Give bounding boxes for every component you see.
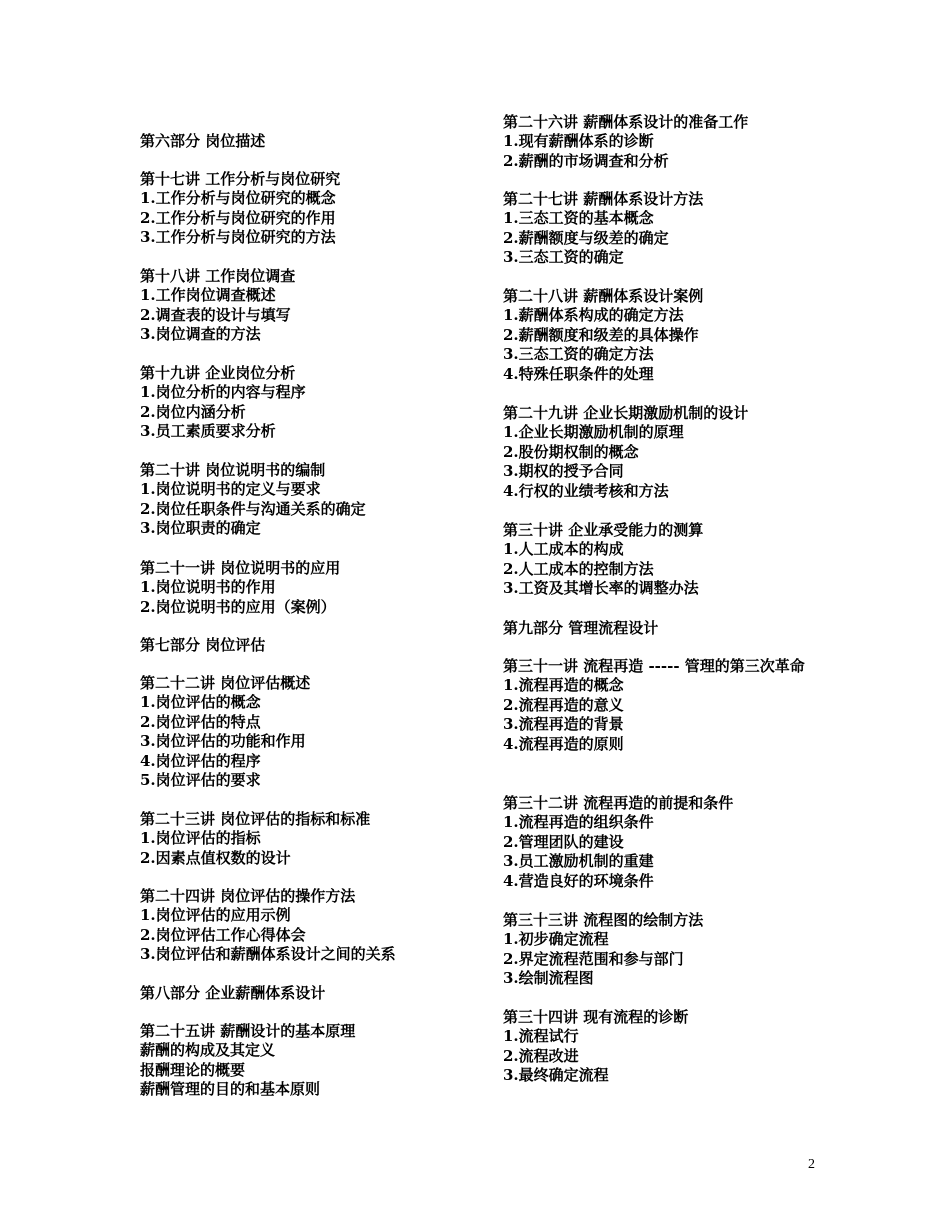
section-heading: 第二十二讲 岗位评估概述 <box>140 674 311 692</box>
list-item: 2.岗位说明书的应用（案例） <box>140 597 336 616</box>
section-heading: 第十八讲 工作岗位调查 <box>140 267 296 285</box>
section-part9 <box>503 619 813 638</box>
list-item: 2.界定流程范围和参与部门 <box>503 949 684 968</box>
section-heading: 第二十四讲 岗位评估的操作方法 <box>140 887 356 905</box>
list-item: 1.岗位评估的指标 <box>140 829 261 848</box>
list-item: 2.岗位任职条件与沟通关系的确定 <box>140 499 366 518</box>
list-item: 2.因素点值权数的设计 <box>140 848 291 867</box>
section-lecture26 <box>503 113 813 171</box>
list-item: 1.岗位评估的应用示例 <box>140 906 291 925</box>
section-heading: 第二十三讲 岗位评估的指标和标准 <box>140 810 371 828</box>
list-item: 2.流程改进 <box>503 1046 579 1065</box>
section-heading: 第三十一讲 流程再造 ----- 管理的第三次革命 <box>503 657 805 675</box>
section-lecture24 <box>140 887 490 965</box>
section-heading: 第二十九讲 企业长期激励机制的设计 <box>503 404 749 422</box>
section-lecture27 <box>503 190 813 268</box>
list-item: 1.流程试行 <box>503 1027 579 1046</box>
list-item: 3.员工素质要求分析 <box>140 422 276 441</box>
section-lecture29 <box>503 404 813 501</box>
section-lecture21 <box>140 559 490 617</box>
section-heading: 第三十讲 企业承受能力的测算 <box>503 521 704 539</box>
list-item: 报酬理论的概要 <box>140 1060 246 1079</box>
list-item: 2.薪酬额度和级差的具体操作 <box>503 325 699 344</box>
list-item: 1.流程再造的概念 <box>503 676 624 695</box>
section-heading: 第九部分 管理流程设计 <box>503 619 659 637</box>
list-item: 1.现有薪酬体系的诊断 <box>503 132 654 151</box>
section-heading: 第二十六讲 薪酬体系设计的准备工作 <box>503 113 749 131</box>
list-item: 1.企业长期激励机制的原理 <box>503 423 684 442</box>
section-lecture32 <box>503 794 813 891</box>
list-item: 1.岗位说明书的定义与要求 <box>140 480 321 499</box>
list-item: 3.绘制流程图 <box>503 969 594 988</box>
list-item: 3.岗位评估的功能和作用 <box>140 732 306 751</box>
section-part6 <box>140 132 490 151</box>
section-lecture19 <box>140 364 490 442</box>
section-lecture18 <box>140 267 490 345</box>
list-item: 2.岗位内涵分析 <box>140 402 246 421</box>
list-item: 1.岗位评估的概念 <box>140 693 261 712</box>
list-item: 3.岗位调查的方法 <box>140 325 261 344</box>
list-item: 3.员工激励机制的重建 <box>503 852 654 871</box>
section-heading: 第三十四讲 现有流程的诊断 <box>503 1008 689 1026</box>
list-item: 3.岗位评估和薪酬体系设计之间的关系 <box>140 945 396 964</box>
list-item: 1.人工成本的构成 <box>503 540 624 559</box>
section-heading: 第十七讲 工作分析与岗位研究 <box>140 170 341 188</box>
section-heading: 第二十八讲 薪酬体系设计案例 <box>503 287 704 305</box>
section-part7 <box>140 636 490 655</box>
list-item: 1.工作岗位调查概述 <box>140 286 276 305</box>
section-lecture33 <box>503 911 813 989</box>
list-item: 3.三态工资的确定方法 <box>503 345 654 364</box>
list-item: 2.薪酬额度与级差的确定 <box>503 228 669 247</box>
list-item: 3.工资及其增长率的调整办法 <box>503 579 699 598</box>
section-lecture25 <box>140 1022 490 1100</box>
list-item: 4.岗位评估的程序 <box>140 751 261 770</box>
list-item: 5.岗位评估的要求 <box>140 771 261 790</box>
section-lecture28 <box>503 287 813 384</box>
list-item: 1.岗位说明书的作用 <box>140 578 276 597</box>
section-lecture20 <box>140 461 490 539</box>
list-item: 1.工作分析与岗位研究的概念 <box>140 189 336 208</box>
list-item: 2.管理团队的建设 <box>503 832 624 851</box>
list-item: 3.三态工资的确定 <box>503 248 624 267</box>
list-item: 2.股份期权制的概念 <box>503 442 639 461</box>
section-heading: 第二十一讲 岗位说明书的应用 <box>140 559 341 577</box>
section-heading: 第二十五讲 薪酬设计的基本原理 <box>140 1022 356 1040</box>
list-item: 4.流程再造的原则 <box>503 734 624 753</box>
section-heading: 第六部分 岗位描述 <box>140 132 266 150</box>
list-item: 2.薪酬的市场调查和分析 <box>503 151 669 170</box>
list-item: 3.岗位职责的确定 <box>140 519 261 538</box>
list-item: 3.流程再造的背景 <box>503 715 624 734</box>
section-heading: 第八部分 企业薪酬体系设计 <box>140 984 326 1002</box>
section-lecture34 <box>503 1008 813 1086</box>
section-lecture17 <box>140 170 490 248</box>
list-item: 薪酬的构成及其定义 <box>140 1041 276 1060</box>
section-heading: 第二十七讲 薪酬体系设计方法 <box>503 190 704 208</box>
list-item: 1.薪酬体系构成的确定方法 <box>503 306 684 325</box>
list-item: 3.工作分析与岗位研究的方法 <box>140 228 336 247</box>
list-item: 2.工作分析与岗位研究的作用 <box>140 208 336 227</box>
section-heading: 第二十讲 岗位说明书的编制 <box>140 461 326 479</box>
list-item: 4.行权的业绩考核和方法 <box>503 481 669 500</box>
page-number: 2 <box>808 1157 815 1172</box>
list-item: 2.岗位评估的特点 <box>140 712 261 731</box>
section-lecture30 <box>503 521 813 599</box>
list-item: 2.岗位评估工作心得体会 <box>140 925 306 944</box>
section-lecture22 <box>140 674 490 790</box>
section-lecture23 <box>140 810 490 868</box>
list-item: 3.最终确定流程 <box>503 1066 609 1085</box>
list-item: 薪酬管理的目的和基本原则 <box>140 1080 321 1099</box>
section-heading: 第十九讲 企业岗位分析 <box>140 364 296 382</box>
list-item: 4.特殊任职条件的处理 <box>503 364 654 383</box>
list-item: 2.流程再造的意义 <box>503 695 624 714</box>
list-item: 2.人工成本的控制方法 <box>503 559 654 578</box>
list-item: 3.期权的授予合同 <box>503 462 624 481</box>
section-lecture31 <box>503 657 813 754</box>
list-item: 4.营造良好的环境条件 <box>503 871 654 890</box>
list-item: 1.三态工资的基本概念 <box>503 209 654 228</box>
section-heading: 第七部分 岗位评估 <box>140 636 266 654</box>
section-part8 <box>140 984 490 1003</box>
list-item: 1.初步确定流程 <box>503 930 609 949</box>
section-heading: 第三十三讲 流程图的绘制方法 <box>503 911 704 929</box>
list-item: 2.调查表的设计与填写 <box>140 305 291 324</box>
list-item: 1.岗位分析的内容与程序 <box>140 383 306 402</box>
list-item: 1.流程再造的组织条件 <box>503 813 654 832</box>
section-heading: 第三十二讲 流程再造的前提和条件 <box>503 794 734 812</box>
